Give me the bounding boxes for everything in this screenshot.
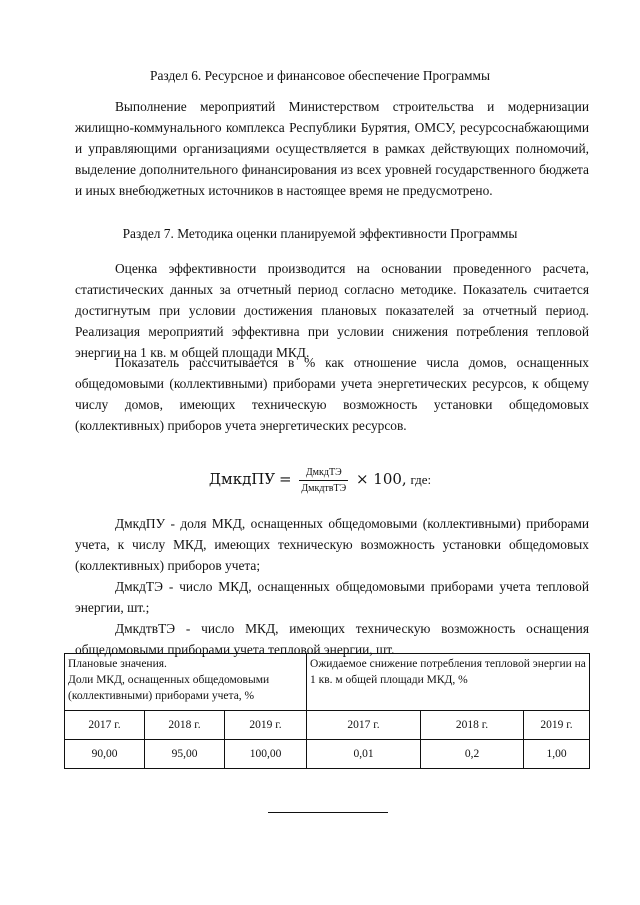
table-header-planned: Плановые значения. Доли МКД, оснащенных общедомовыми (коллективными) приборами учета, % bbox=[65, 654, 307, 711]
definition-dmkdpu: ДмкдПУ - доля МКД, оснащенных общедомовыми (коллективными) приборами учета, к числу МКД, имеющих техническую возможность установки общедомовых (коллективных) приборов учета; bbox=[75, 516, 589, 573]
indicators-table bbox=[64, 653, 590, 769]
formula-fraction bbox=[299, 466, 348, 495]
formula-numerator: ДмкдТЭ bbox=[299, 466, 348, 481]
table-year: 2019 г. bbox=[225, 711, 307, 740]
formula-multiplier: × 100, bbox=[355, 469, 407, 488]
table-value: 100,00 bbox=[225, 740, 307, 769]
formula-equals: = bbox=[278, 469, 292, 488]
formula bbox=[0, 466, 640, 495]
table-value: 1,00 bbox=[524, 740, 590, 769]
table-value: 95,00 bbox=[145, 740, 225, 769]
formula-lhs: ДмкдПУ bbox=[208, 469, 276, 488]
table-value: 0,2 bbox=[421, 740, 524, 769]
definition-dmkdtvte: ДмкдтвТЭ - число МКД, имеющих техническую возможность оснащения общедомовыми приборами учета тепловой энергии, шт. bbox=[75, 621, 589, 657]
table-year: 2017 г. bbox=[307, 711, 421, 740]
definition-dmkdte: ДмкдТЭ - число МКД, оснащенных общедомовыми приборами учета тепловой энергии, шт.; bbox=[75, 579, 589, 615]
section-7-paragraph-1: Оценка эффективности производится на основании проведенного расчета, статистических данных за отчетный период согласно методике. Показатель считается достигнутым при условии достижения плановых показателей за отчетный период. Реализация мероприятий эффективна при условии снижения потребления тепловой энергии на 1 кв. м общей площади МКД. bbox=[75, 261, 589, 360]
table-year: 2018 г. bbox=[145, 711, 225, 740]
end-rule bbox=[268, 812, 388, 813]
section-6-paragraph: Выполнение мероприятий Министерством строительства и модернизации жилищно-коммунального комплекса Республики Бурятия, ОМСУ, ресурсоснабжающими и управляющими организациями осуществляется в рамках действующих полномочий, выделение дополнительного финансирования из всех уровней государственного бюджета и иных внебюджетных источников в настоящее время не предусмотрено. bbox=[75, 99, 589, 198]
table-row bbox=[65, 740, 590, 769]
section-7-paragraph-2: Показатель рассчитывается в % как отношение числа домов, оснащенных общедомовыми (коллективными) приборами учета энергетических ресурсов, к общему числу домов, имеющих техническую возможность установки общедомовых (коллективных) приборов учета энергетических ресурсов. bbox=[75, 355, 589, 433]
table-year: 2019 г. bbox=[524, 711, 590, 740]
section-7-heading: Раздел 7. Методика оценки планируемой эффективности Программы bbox=[122, 226, 518, 241]
formula-denominator: ДмкдтвТЭ bbox=[301, 483, 347, 494]
table-year: 2017 г. bbox=[65, 711, 145, 740]
table-header-row bbox=[65, 654, 590, 711]
table-value: 0,01 bbox=[307, 740, 421, 769]
table-row bbox=[65, 711, 590, 740]
table-header-expected: Ожидаемое снижение потребления тепловой энергии на 1 кв. м общей площади МКД, % bbox=[307, 654, 590, 711]
table-year: 2018 г. bbox=[421, 711, 524, 740]
formula-where: где: bbox=[410, 471, 432, 487]
section-6-heading: Раздел 6. Ресурсное и финансовое обеспечение Программы bbox=[150, 68, 490, 83]
table-value: 90,00 bbox=[65, 740, 145, 769]
